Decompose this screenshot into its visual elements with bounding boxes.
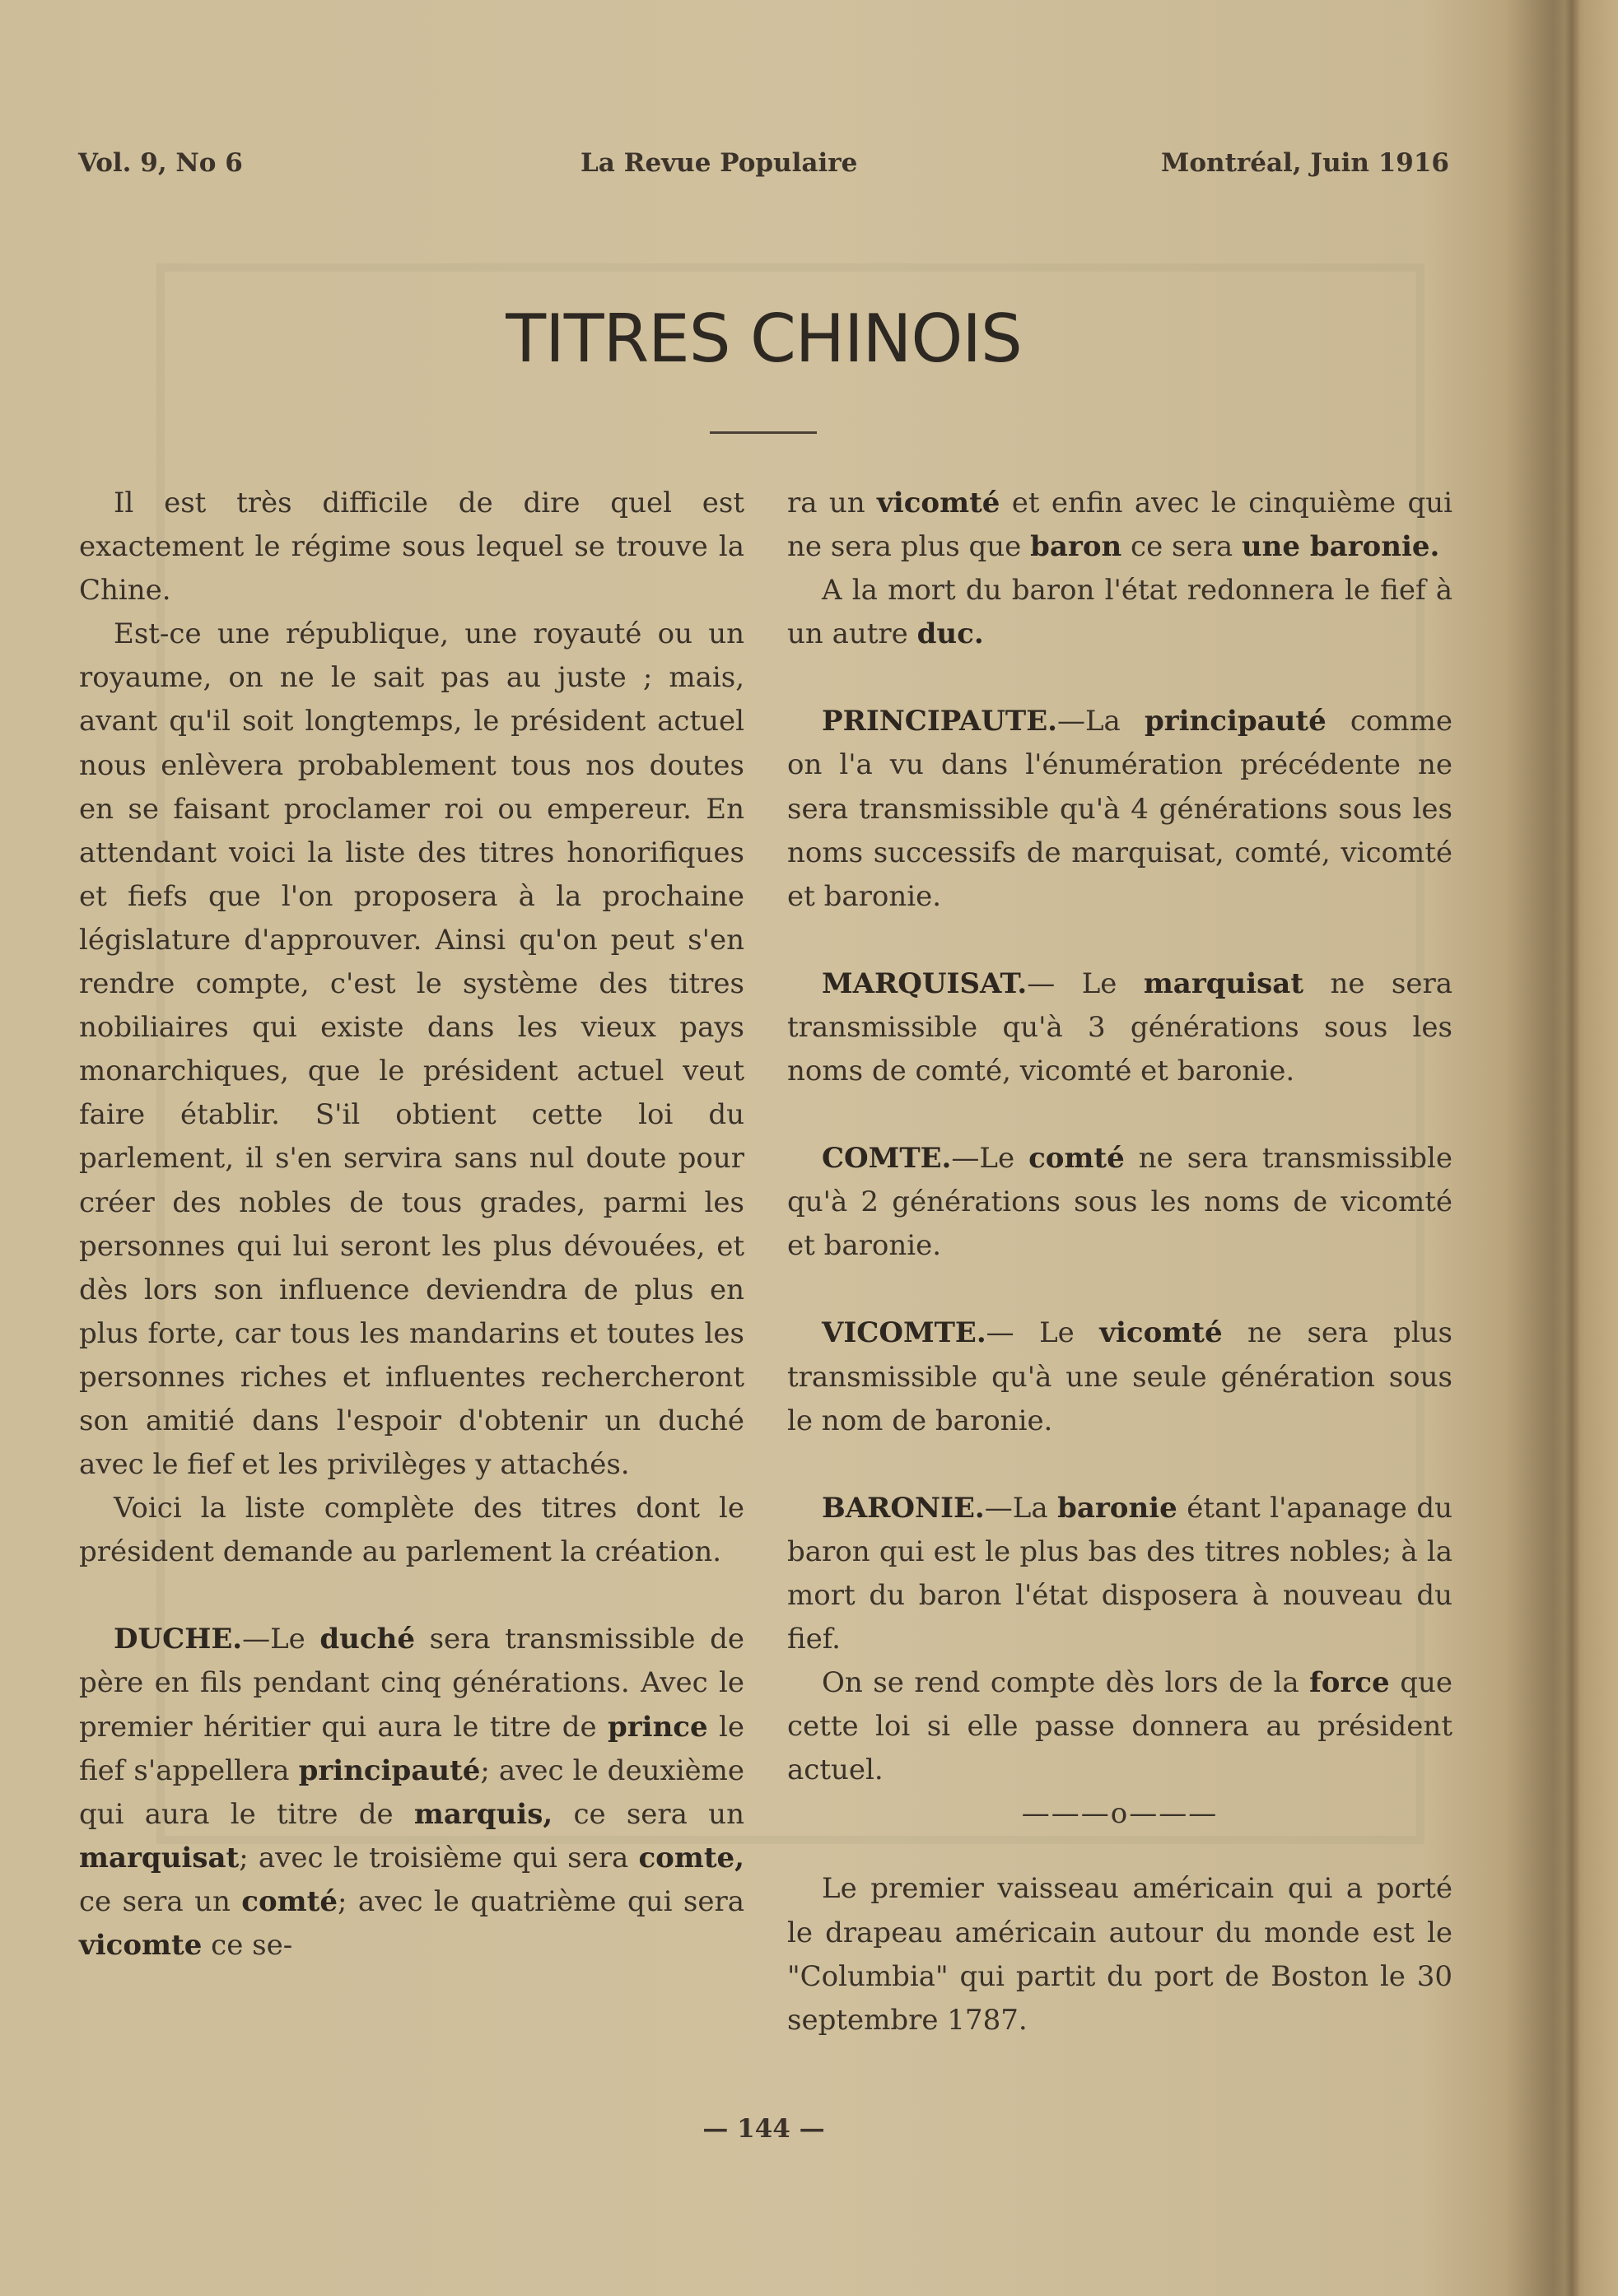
text-run: ne sera plus transmissible qu'à une seule génération sous le nom de baronie. [787, 1316, 1452, 1437]
text-run: comme on l'a vu dans l'énumération précédente ne sera transmissible qu'à 4 générations sous les noms successifs de marquisat, comté, vicomté et baronie. [787, 705, 1452, 913]
bold-term: duc. [916, 617, 984, 651]
header-date: Montréal, Juin 1916 [1161, 148, 1449, 178]
text-run: ce sera [1121, 530, 1242, 564]
duche-continuation [787, 482, 1452, 569]
text-run: étant l'apanage du baron qui est le plus bas des titres nobles; à la mort du baron l'état disposera à nouveau du fief. [787, 1491, 1453, 1656]
paragraph-fief-return [787, 569, 1452, 656]
text-run: ce sera un [79, 1884, 242, 1918]
book-spine-shadow [1564, 0, 1579, 2296]
text-run: —Le [951, 1142, 1029, 1176]
spacer [787, 1268, 1452, 1311]
right-column [787, 482, 1452, 2042]
spacer [79, 1574, 744, 1618]
left-column [79, 482, 744, 1968]
spacer [787, 656, 1452, 700]
text-run: —La [984, 1491, 1058, 1525]
bold-term: principauté [298, 1753, 481, 1787]
section-heading: MARQUISAT. [822, 966, 1028, 1000]
text-run: et enfin avec le cinquième qui ne sera plus que [787, 487, 1452, 564]
bold-term: baron [1030, 530, 1122, 564]
text-run: sera transmissible de père en fils pendant cinq générations. Avec le premier héritier qui aura le titre de [79, 1623, 744, 1744]
paragraph-republic: Est-ce une république, une royauté ou un royaume, on ne le sait pas au juste ; mais, avant qu'il soit longtemps, le président actuel nous enlèvera probablement tous nos doutes en se faisant proclamer roi ou empereur. En attendant voici la liste des titres honorifiques et fiefs que l'on proposera à la prochaine législature d'approuver. Ainsi qu'on peut s'en rendre compte, c'est le système des titres nobiliaires qui existe dans les vieux pays monarchiques, que le président actuel veut faire établir. S'il obtient cette loi du parlement, il s'en servira sans nul doute pour créer des nobles de tous grades, parmi les personnes qui lui seront les plus dévouées, et dès lors son influence deviendra de plus en plus forte, car tous les mandarins et toutes les personnes riches et influentes rechercheront son amitié dans l'espoir d'obtenir un duché avec le fief et les privilèges y attachés. [79, 617, 744, 1482]
bold-term: marquisat [1143, 966, 1304, 1000]
paragraph-intro: Il est très difficile de dire quel est exactement le régime sous lequel se trouve la Chine. [79, 487, 744, 608]
paragraph-columbia: Le premier vaisseau américain qui a porté le drapeau américain autour du monde est le "Columbia" qui partit du port de Boston le 30 septembre 1787. [787, 1872, 1452, 2037]
text-run: ; avec le deuxième qui aura le titre de [79, 1753, 744, 1831]
bold-term: vicomte [79, 1929, 203, 1962]
bold-term: vicomté [1099, 1316, 1223, 1350]
bold-term: duché [319, 1623, 415, 1656]
text-run: ne sera transmissible qu'à 2 générations sous les noms de vicomté et baronie. [787, 1142, 1452, 1263]
text-run: On se rend compte dès lors de la [822, 1666, 1310, 1700]
text-run: —La [1056, 705, 1145, 738]
bold-term: comté [1028, 1142, 1125, 1176]
header-volume: Vol. 9, No 6 [78, 148, 243, 178]
section-heading: COMTE. [822, 1142, 952, 1176]
page-number: — 144 — [702, 2114, 825, 2144]
section-heading: VICOMTE. [822, 1316, 986, 1350]
section-baronie [787, 1487, 1452, 1661]
spacer [787, 1443, 1452, 1487]
section-heading: DUCHE. [114, 1623, 243, 1656]
spacer [787, 919, 1452, 962]
bold-term: marquis, [413, 1797, 553, 1831]
paragraph-list-intro: Voici la liste complète des titres dont le président demande au parlement la création. [79, 1492, 744, 1569]
bold-term: comte, [638, 1841, 744, 1875]
title-underline [710, 431, 817, 434]
bold-term: prince [607, 1710, 708, 1744]
bold-term: vicomté [877, 487, 1000, 519]
text-run: — Le [986, 1316, 1100, 1350]
text-run: ; avec le quatrième qui sera [338, 1884, 744, 1918]
bold-term: une baronie. [1241, 530, 1440, 564]
text-run: que cette loi si elle passe donnera au président actuel. [787, 1666, 1452, 1787]
article-title: TITRES CHINOIS [506, 300, 1022, 377]
section-vicomte [787, 1311, 1452, 1442]
bold-term: principauté [1144, 705, 1327, 738]
text-run: ce sera un [553, 1797, 744, 1831]
spacer [787, 1093, 1452, 1137]
section-heading: BARONIE. [822, 1491, 985, 1525]
text-run: ce se- [202, 1929, 293, 1962]
text-run: ; avec le troisième qui sera [239, 1841, 639, 1875]
bold-term: baronie [1057, 1491, 1177, 1525]
bold-term: comté [241, 1884, 338, 1918]
section-heading: PRINCIPAUTE. [822, 705, 1057, 738]
text-run: ne sera transmissible qu'à 3 générations sous les noms de comté, vicomté et baronie. [787, 966, 1452, 1088]
bold-term: force [1309, 1666, 1390, 1700]
text-run: —Le [242, 1623, 320, 1656]
spacer [787, 1836, 1452, 1867]
section-comte [787, 1137, 1452, 1268]
section-marquisat [787, 962, 1452, 1093]
section-duche [79, 1618, 744, 1968]
running-header [78, 148, 1449, 189]
section-divider: ———o——— [1021, 1797, 1219, 1831]
text-run: le fief s'appellera [79, 1710, 744, 1787]
header-journal-name: La Revue Populaire [581, 148, 858, 178]
text-run: A la mort du baron l'état redonnera le fief à un autre [787, 574, 1452, 651]
text-run: — Le [1027, 966, 1144, 1000]
text-run: ra un [787, 487, 878, 519]
section-principaute [787, 700, 1452, 918]
paragraph-force [787, 1661, 1452, 1792]
bold-term: marquisat [79, 1841, 240, 1875]
